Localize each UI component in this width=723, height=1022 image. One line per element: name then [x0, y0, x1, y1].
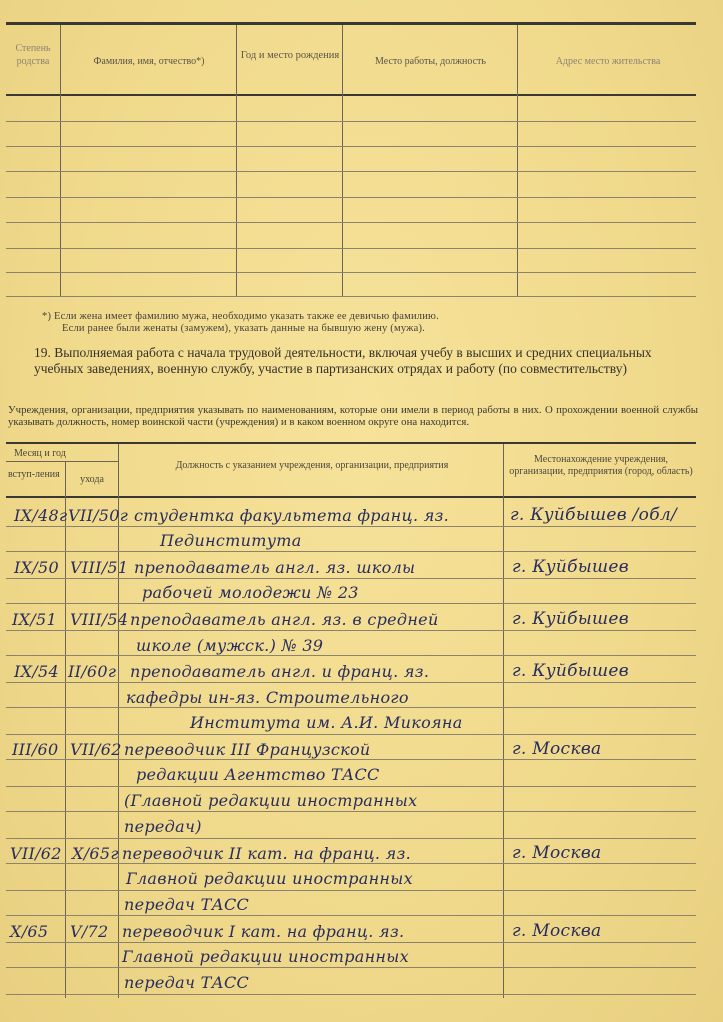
footnote-line-1: *) Если жена имеет фамилию мужа, необходимо указать также ее девичью фамилию.: [42, 311, 439, 322]
header-work: Место работы, должность: [375, 56, 486, 67]
entry-2-start: IX/50: [14, 558, 59, 577]
entry-4-line-3: Института им. А.И. Микояна: [190, 713, 463, 732]
header-location: Местонахождение учреждения, организации, предприятия (город, область): [509, 454, 693, 477]
entry-6-start: VII/62: [10, 844, 62, 863]
entry-2-line-1: преподаватель англ. яз. школы: [134, 558, 416, 577]
entry-4-line-2: кафедры ин-яз. Строительного: [126, 688, 409, 707]
entry-7-line-3: передач ТАСС: [124, 973, 250, 992]
header-position: Должность с указанием учреждения, организации, предприятия: [175, 460, 449, 471]
work-table-header-border: [6, 496, 696, 498]
entry-1-line-2: Пединститута: [160, 531, 302, 550]
entry-3-line-1: преподаватель англ. яз. в средней: [130, 610, 439, 629]
section-19-heading: 19. Выполняемая работа с начала трудовой деятельности, включая учебу в высших и средних специальных учебных заведениях, военную службу, участие в партизанских отрядах и работу (по совместительству): [34, 345, 652, 376]
entry-4-start: IX/54: [14, 662, 59, 681]
entry-2-line-2: рабочей молодежи № 23: [142, 583, 359, 602]
entry-7-end: V/72: [70, 922, 109, 941]
entry-7-line-1: переводчик I кат. на франц. яз.: [122, 922, 405, 941]
entry-4-location: г. Куйбышев: [512, 661, 629, 681]
work-table-top-border: [6, 442, 696, 444]
entry-4-line-1: преподаватель англ. и франц. яз.: [130, 662, 430, 681]
entry-7-line-2: Главной редакции иностранных: [122, 947, 409, 966]
header-address: Адрес место жительства: [555, 56, 661, 67]
header-month-year: Месяц и год: [14, 448, 66, 459]
entry-5-line-3: (Главной редакции иностранных: [124, 791, 418, 810]
entry-4-end: II/60г: [68, 662, 117, 681]
section-19-instructions: Учреждения, организации, предприятия указывать по наименованиям, которые они имели в период работы в них. О прохождении военной службы указывать должность, номер воинской части (учреждения) и в каком военном округе она находится.: [8, 404, 698, 428]
entry-2-end: VIII/51: [70, 558, 129, 577]
header-exit: ухода: [80, 474, 104, 485]
entry-5-line-2: редакции Агентство ТАСС: [136, 765, 380, 784]
header-bottom-border: [6, 94, 696, 96]
entry-1-line-1: студентка факультета франц. яз.: [134, 506, 450, 525]
entry-5-location: г. Москва: [512, 739, 602, 759]
entry-3-line-2: школе (мужск.) № 39: [136, 636, 324, 655]
entry-7-start: X/65: [10, 922, 49, 941]
entry-6-line-1: переводчик II кат. на франц. яз.: [122, 844, 411, 863]
entry-1-location: г. Куйбышев /обл/: [510, 505, 678, 525]
footnote-line-2: Если ранее были женаты (замужем), указать данные на бывшую жену (мужа).: [62, 323, 425, 334]
entry-3-end: VIII/54: [70, 610, 129, 629]
entry-1-end: VII/50г: [68, 506, 129, 525]
entry-5-start: III/60: [12, 740, 59, 759]
entry-3-start: IX/51: [12, 610, 57, 629]
entry-6-end: X/65г: [72, 844, 119, 863]
entry-7-location: г. Москва: [512, 921, 602, 941]
entry-3-location: г. Куйбышев: [512, 609, 629, 629]
header-entry: вступ-ления: [8, 469, 60, 480]
entry-5-end: VII/62: [70, 740, 122, 759]
header-kinship: Степень родства: [15, 43, 51, 67]
top-border: [6, 22, 696, 25]
entry-6-line-2: Главной редакции иностранных: [126, 869, 413, 888]
entry-5-line-1: переводчик III Французской: [124, 740, 371, 759]
entry-1-start: IX/48г: [14, 506, 68, 525]
entry-2-location: г. Куйбышев: [512, 557, 629, 577]
header-full-name: Фамилия, имя, отчество*): [93, 56, 205, 67]
entry-5-line-4: передач): [124, 817, 202, 836]
entry-6-location: г. Москва: [512, 843, 602, 863]
entry-6-line-3: передач ТАСС: [124, 895, 250, 914]
header-birth: Год и место рождения: [240, 50, 340, 61]
